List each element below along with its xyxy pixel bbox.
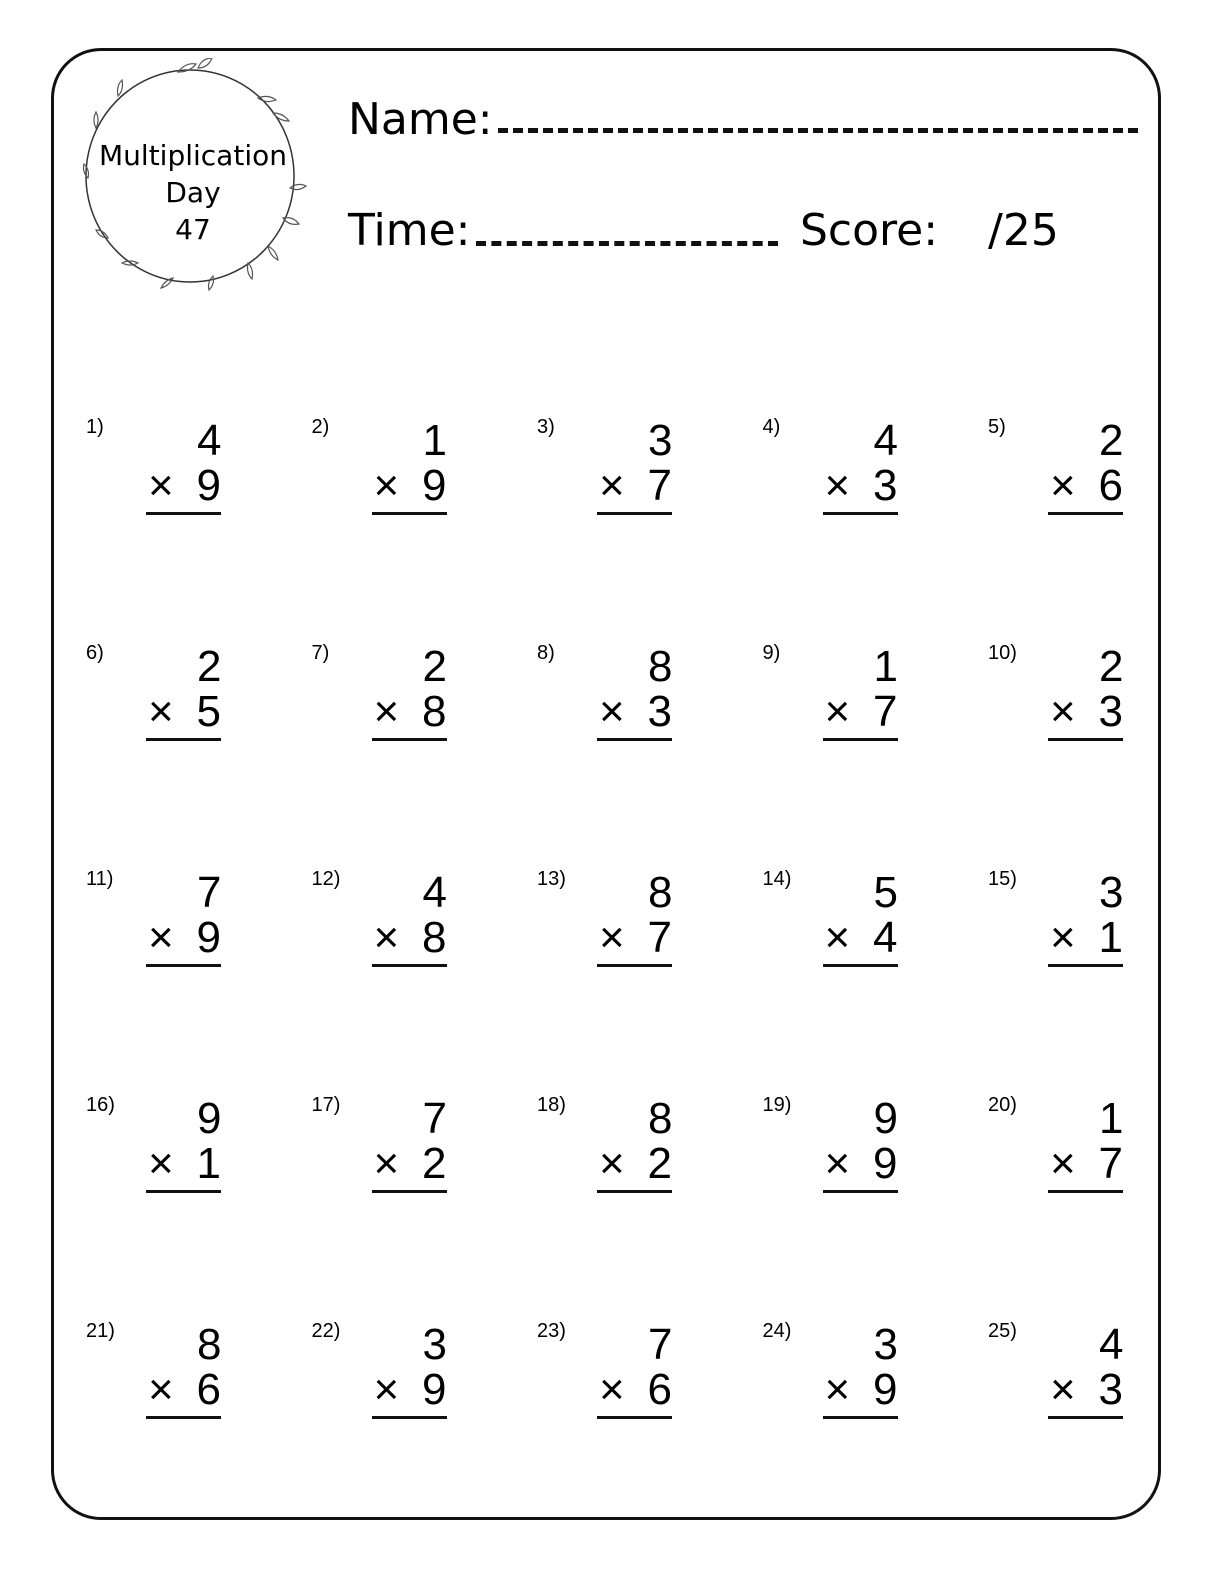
multiplicand: 7 (422, 1094, 447, 1143)
problem-number: 4) (762, 416, 781, 438)
multiplier-row (146, 688, 221, 741)
multiplicand: 7 (648, 1320, 673, 1369)
multiplicand: 7 (197, 868, 222, 917)
problem[interactable] (757, 1318, 983, 1544)
badge-day-number: 47 (175, 213, 211, 246)
problem[interactable] (80, 1318, 306, 1544)
problem[interactable] (982, 640, 1208, 866)
multiplicand: 1 (422, 416, 447, 465)
multiplier: 7 (647, 913, 672, 962)
times-operator: × (373, 687, 400, 736)
multiplier-row (823, 462, 898, 515)
problem-number: 24) (762, 1320, 792, 1342)
multiplier-row (372, 462, 447, 515)
problem[interactable] (757, 1092, 983, 1318)
multiplicand: 9 (197, 1094, 222, 1143)
problem[interactable] (757, 414, 983, 640)
times-operator: × (148, 913, 174, 962)
problem[interactable] (531, 1318, 757, 1544)
multiplier-row (597, 1366, 672, 1419)
times-operator: × (599, 687, 625, 736)
multiplier: 5 (196, 687, 221, 736)
multiplicand: 8 (648, 642, 673, 691)
problem-grid (80, 414, 1158, 1544)
multiplier: 9 (873, 1139, 898, 1188)
problem[interactable] (982, 414, 1208, 640)
multiplier: 2 (647, 1139, 672, 1188)
problem-number: 13) (537, 868, 566, 890)
multiplier-row (597, 914, 672, 967)
badge-title: Multiplication (99, 139, 287, 172)
multiplier-row (1048, 688, 1123, 741)
multiplier-row (823, 1140, 898, 1193)
multiplier-row (146, 1140, 221, 1193)
multiplicand: 1 (873, 642, 898, 691)
problem[interactable] (982, 1318, 1208, 1544)
time-label: Time: (348, 205, 471, 256)
multiplier: 9 (873, 1365, 898, 1414)
multiplier-row (597, 462, 672, 515)
problem-number: 15) (988, 868, 1017, 890)
multiplier: 9 (422, 1365, 447, 1414)
multiplier-row (597, 1140, 672, 1193)
multiplier: 3 (1098, 1365, 1123, 1414)
problem-number: 8) (537, 642, 555, 664)
multiplier-row (823, 914, 898, 967)
multiplicand: 8 (648, 868, 673, 917)
problem-number: 21) (86, 1320, 115, 1342)
problem[interactable] (306, 1092, 532, 1318)
times-operator: × (1050, 913, 1076, 962)
problem[interactable] (80, 640, 306, 866)
multiplier-row (1048, 1140, 1123, 1193)
problem[interactable] (306, 866, 532, 1092)
multiplicand: 3 (648, 416, 673, 465)
multiplier: 2 (422, 1139, 447, 1188)
multiplicand: 2 (1099, 416, 1124, 465)
times-operator: × (1050, 1365, 1076, 1414)
problem-number: 5) (988, 416, 1006, 438)
multiplier-row (823, 688, 898, 741)
multiplier: 9 (196, 461, 221, 510)
times-operator: × (148, 1365, 174, 1414)
problem-number: 10) (988, 642, 1017, 664)
multiplier: 8 (422, 687, 447, 736)
problem-number: 11) (86, 868, 114, 890)
multiplicand: 9 (873, 1094, 898, 1143)
multiplier-row (1048, 1366, 1123, 1419)
multiplier-row (1048, 914, 1123, 967)
times-operator: × (1050, 687, 1076, 736)
times-operator: × (373, 1365, 400, 1414)
problem-number: 6) (86, 642, 104, 664)
name-label: Name: (348, 94, 493, 145)
multiplicand: 2 (1099, 642, 1124, 691)
times-operator: × (599, 461, 625, 510)
multiplier-row (146, 1366, 221, 1419)
multiplier-row (372, 688, 447, 741)
times-operator: × (824, 913, 851, 962)
problem-number: 1) (86, 416, 104, 438)
multiplicand: 8 (648, 1094, 673, 1143)
multiplier: 6 (196, 1365, 221, 1414)
multiplier: 8 (422, 913, 447, 962)
problem-number: 14) (762, 868, 792, 890)
multiplicand: 8 (197, 1320, 222, 1369)
problem[interactable] (306, 414, 532, 640)
problem[interactable] (306, 1318, 532, 1544)
problem-number: 22) (311, 1320, 341, 1342)
multiplier: 1 (196, 1139, 221, 1188)
badge-day-label: Day (165, 176, 221, 209)
problem-number: 7) (311, 642, 330, 664)
multiplier: 7 (647, 461, 672, 510)
multiplier: 3 (873, 461, 898, 510)
multiplicand: 4 (422, 868, 447, 917)
multiplier: 7 (1098, 1139, 1123, 1188)
problem-number: 18) (537, 1094, 566, 1116)
times-operator: × (148, 687, 174, 736)
problem-number: 3) (537, 416, 555, 438)
problem-number: 16) (86, 1094, 115, 1116)
score-label: Score: (800, 205, 939, 256)
multiplicand: 2 (422, 642, 447, 691)
problem-number: 25) (988, 1320, 1017, 1342)
times-operator: × (824, 1365, 851, 1414)
multiplier: 3 (1098, 687, 1123, 736)
problem[interactable] (982, 1092, 1208, 1318)
multiplier-row (146, 462, 221, 515)
time-field[interactable] (476, 241, 778, 246)
multiplicand: 4 (1099, 1320, 1124, 1369)
times-operator: × (824, 1139, 851, 1188)
times-operator: × (1050, 461, 1076, 510)
times-operator: × (148, 461, 174, 510)
problem[interactable] (757, 866, 983, 1092)
problem[interactable] (80, 414, 306, 640)
multiplicand: 4 (197, 416, 222, 465)
times-operator: × (373, 913, 400, 962)
multiplier-row (1048, 462, 1123, 515)
multiplicand: 5 (873, 868, 898, 917)
problem-number: 9) (762, 642, 781, 664)
multiplicand: 2 (197, 642, 222, 691)
multiplier-row (372, 1366, 447, 1419)
times-operator: × (599, 1365, 625, 1414)
problem[interactable] (982, 866, 1208, 1092)
problem[interactable] (531, 1092, 757, 1318)
problem[interactable] (757, 640, 983, 866)
problem[interactable] (531, 414, 757, 640)
multiplier-row (146, 914, 221, 967)
multiplier-row (372, 914, 447, 967)
times-operator: × (824, 687, 851, 736)
problem-number: 20) (988, 1094, 1017, 1116)
multiplier-row (372, 1140, 447, 1193)
times-operator: × (824, 461, 851, 510)
times-operator: × (1050, 1139, 1076, 1188)
problem[interactable] (80, 866, 306, 1092)
multiplier-row (823, 1366, 898, 1419)
multiplier: 9 (196, 913, 221, 962)
multiplier: 1 (1098, 913, 1123, 962)
problem-number: 12) (311, 868, 341, 890)
multiplier: 3 (647, 687, 672, 736)
multiplicand: 4 (873, 416, 898, 465)
times-operator: × (599, 913, 625, 962)
times-operator: × (373, 1139, 400, 1188)
problem[interactable] (306, 640, 532, 866)
multiplier: 6 (647, 1365, 672, 1414)
day-badge (78, 137, 308, 248)
times-operator: × (599, 1139, 625, 1188)
multiplier: 7 (873, 687, 898, 736)
times-operator: × (373, 461, 400, 510)
multiplicand: 1 (1099, 1094, 1124, 1143)
multiplier: 6 (1098, 461, 1123, 510)
problem[interactable] (80, 1092, 306, 1318)
score-total: /25 (988, 205, 1059, 256)
problem-number: 23) (537, 1320, 566, 1342)
multiplicand: 3 (873, 1320, 898, 1369)
times-operator: × (148, 1139, 174, 1188)
multiplicand: 3 (1099, 868, 1124, 917)
multiplier-row (597, 688, 672, 741)
problem-number: 2) (311, 416, 330, 438)
problem[interactable] (531, 866, 757, 1092)
multiplicand: 3 (422, 1320, 447, 1369)
name-field[interactable] (498, 128, 1138, 133)
problem-number: 19) (762, 1094, 792, 1116)
problem[interactable] (531, 640, 757, 866)
multiplier: 4 (873, 913, 898, 962)
problem-number: 17) (311, 1094, 341, 1116)
multiplier: 9 (422, 461, 447, 510)
